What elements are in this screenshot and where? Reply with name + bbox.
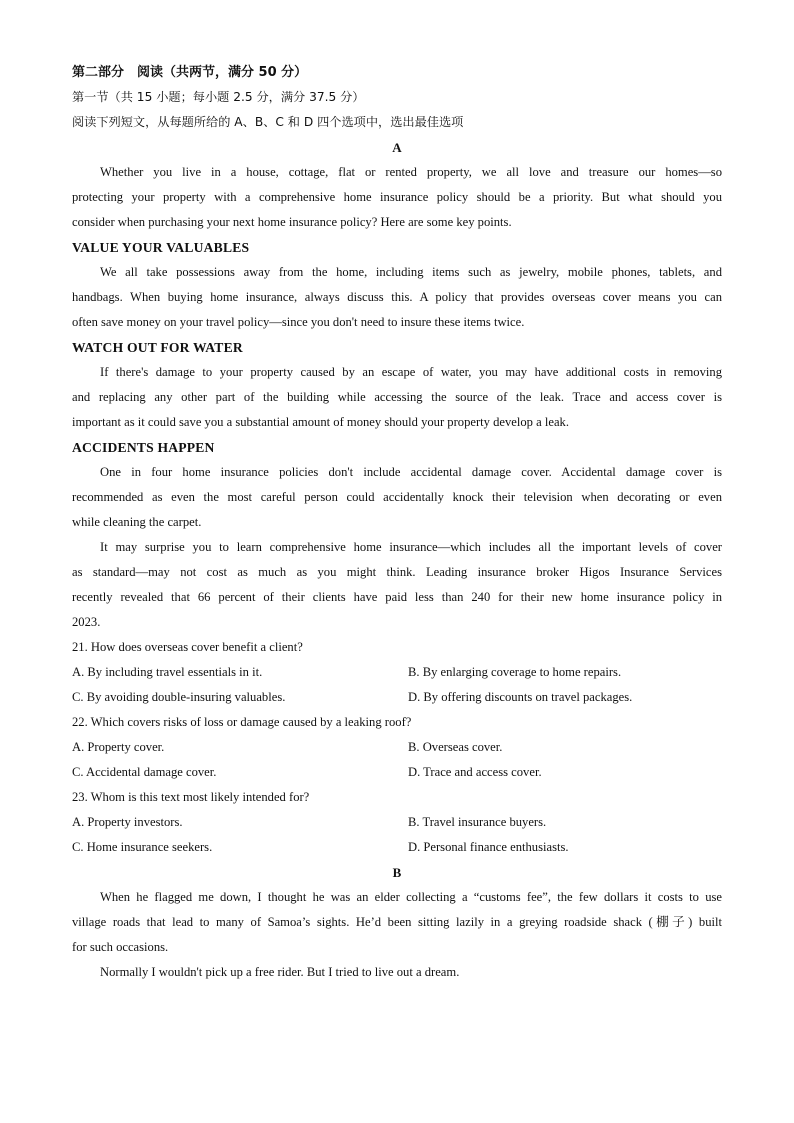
section-title-valuables: VALUE YOUR VALUABLES <box>72 240 250 255</box>
paragraph-line: village roads that lead to many of Samoa’s sights. He’d been sitting lazily in a greying roadside shack (棚子) built <box>72 915 722 929</box>
question-22-options-row <box>72 735 722 760</box>
paragraph-line: If there's damage to your property caused by an escape of water, you may have additional costs in removing <box>100 365 722 379</box>
paragraph-line: Normally I wouldn't pick up a free rider. But I tried to live out a dream. <box>100 965 460 979</box>
option-b: B. Overseas cover. <box>408 740 503 754</box>
section-title-water: WATCH OUT FOR WATER <box>72 340 243 355</box>
passage-a-label: A <box>392 140 402 155</box>
paragraph-line: as standard—may not cost as much as you might think. Leading insurance broker Higos Insurance Services <box>72 565 722 579</box>
paragraph-line: important as it could save you a substantial amount of money should your property develop a leak. <box>72 415 569 429</box>
question-22-stem: 22. Which covers risks of loss or damage caused by a leaking roof? <box>72 715 412 729</box>
paragraph-line: for such occasions. <box>72 940 169 954</box>
option-d: D. By offering discounts on travel packages. <box>408 690 633 704</box>
option-a: A. By including travel essentials in it. <box>72 665 263 679</box>
section-heading: 第一节（共 15 小题；每小题 2.5 分，满分 37.5 分） <box>72 90 365 104</box>
question-23-options-row <box>72 810 722 835</box>
instruction-text: 阅读下列短文，从每题所给的 A、B、C 和 D 四个选项中，选出最佳选项 <box>72 115 464 129</box>
paragraph-line: while cleaning the carpet. <box>72 515 202 529</box>
option-b: B. Travel insurance buyers. <box>408 815 547 829</box>
option-d: D. Personal finance enthusiasts. <box>408 840 569 854</box>
exam-page <box>72 60 722 985</box>
paragraph-line: We all take possessions away from the home, including items such as jewelry, mobile phones, tablets, and <box>100 265 722 279</box>
question-23-stem: 23. Whom is this text most likely intended for? <box>72 790 310 804</box>
paragraph-line: and replacing any other part of the building while accessing the source of the leak. Trace and access cover is <box>72 390 722 404</box>
question-21-stem: 21. How does overseas cover benefit a client? <box>72 640 303 654</box>
passage-b-label: B <box>392 865 402 880</box>
passage-a-intro-line: protecting your property with a comprehensive home insurance policy should be a priority. But what should you <box>72 190 722 204</box>
paragraph-line: often save money on your travel policy—since you don't need to insure these items twice. <box>72 315 525 329</box>
question-21-options-row <box>72 685 722 710</box>
question-22-options-row <box>72 760 722 785</box>
option-a: A. Property investors. <box>72 815 183 829</box>
paragraph-line: 2023. <box>72 615 101 629</box>
option-c: C. Home insurance seekers. <box>72 840 213 854</box>
passage-a-intro-line: Whether you live in a house, cottage, flat or rented property, we all love and treasure our homes—so <box>100 165 722 179</box>
passage-a-intro-line: consider when purchasing your next home insurance policy? Here are some key points. <box>72 215 512 229</box>
paragraph-line: When he flagged me down, I thought he was an elder collecting a “customs fee”, the few dollars it costs to use <box>100 890 722 904</box>
paragraph-line: handbags. When buying home insurance, always discuss this. A policy that provides overseas cover means you can <box>72 290 722 304</box>
option-d: D. Trace and access cover. <box>408 765 542 779</box>
option-a: A. Property cover. <box>72 740 165 754</box>
section-title-accidents: ACCIDENTS HAPPEN <box>72 440 215 455</box>
option-b: B. By enlarging coverage to home repairs. <box>408 665 622 679</box>
part-heading: 第二部分 阅读（共两节，满分 50 分） <box>72 65 308 80</box>
question-21-options-row <box>72 660 722 685</box>
option-c: C. By avoiding double-insuring valuables. <box>72 690 286 704</box>
question-23-options-row <box>72 835 722 860</box>
paragraph-line: recommended as even the most careful person could accidentally knock their television when decorating or even <box>72 490 722 504</box>
paragraph-line: It may surprise you to learn comprehensive home insurance—which includes all the important levels of cover <box>100 540 722 554</box>
paragraph-line: One in four home insurance policies don't include accidental damage cover. Accidental damage cover is <box>100 465 722 479</box>
option-c: C. Accidental damage cover. <box>72 765 217 779</box>
paragraph-line: recently revealed that 66 percent of their clients have paid less than 240 for their new home insurance policy in <box>72 590 722 604</box>
